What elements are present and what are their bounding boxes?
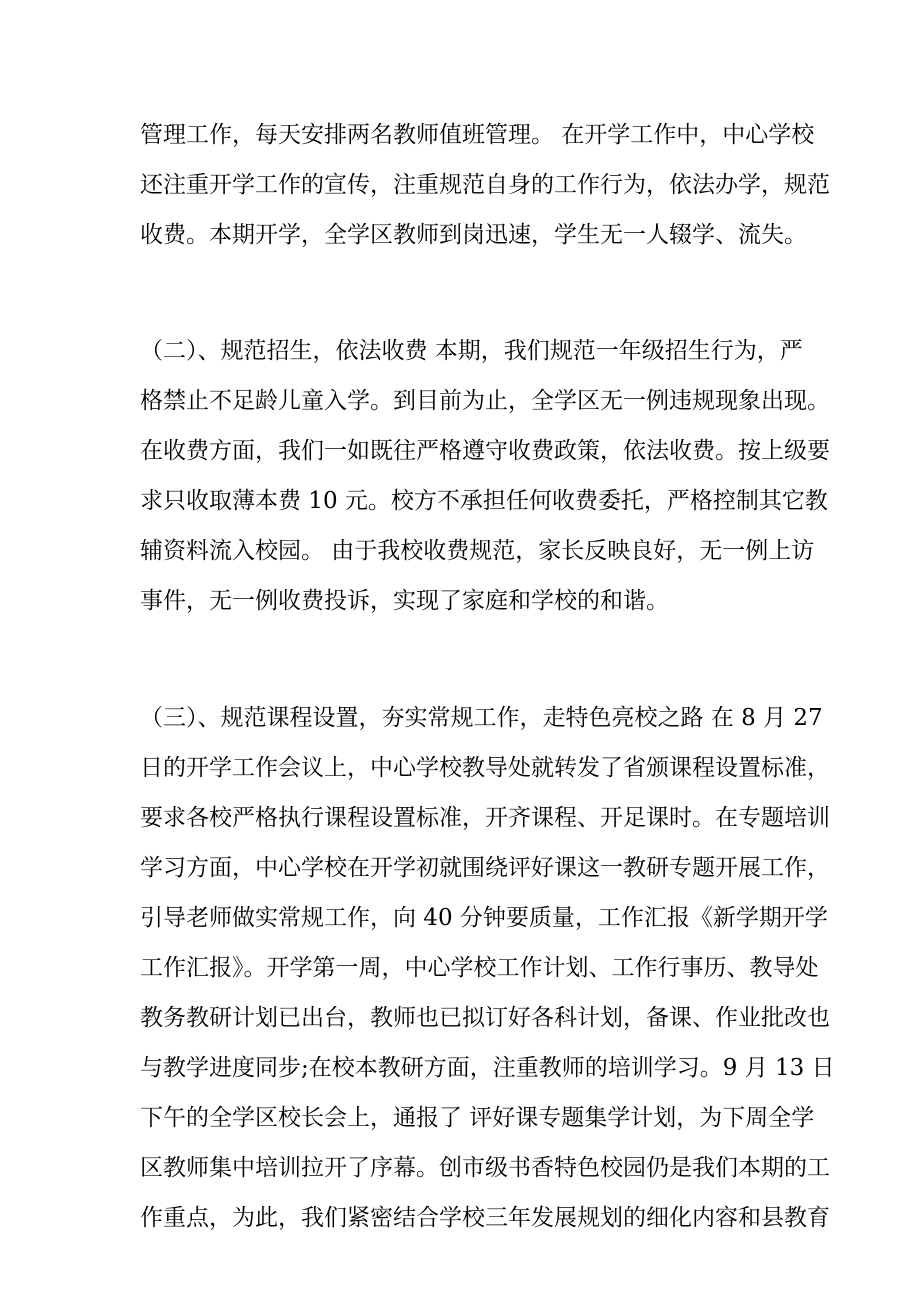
paragraph-3-line-11: 作重点，为此，我们紧密结合学校三年发展规划的细化内容和县教育: [140, 1205, 830, 1231]
paragraph-3-line-3: 要求各校严格执行课程设置标准，开齐课程、开足课时。在专题培训: [140, 805, 830, 831]
paragraph-2-line-4: 求只收取薄本费 10 元。校方不承担任何收费委托，严格控制其它教: [140, 488, 828, 514]
paragraph-2-line-3: 在收费方面，我们一如既往严格遵守收费政策，依法收费。按上级要: [140, 438, 830, 464]
paragraph-3-line-6: 工作汇报》。开学第一周，中心学校工作计划、工作行事历、教导处: [140, 955, 819, 981]
paragraph-1-line-3: 收费。本期开学，全学区教师到岗迅速，学生无一人辍学、流失。: [140, 222, 807, 248]
paragraph-3-line-9: 下午的全学区校长会上，通报了 评好课专题集学计划，为下周全学: [140, 1105, 815, 1131]
paragraph-3-line-1: （三）、规范课程设置，夯实常规工作，走特色亮校之路 在 8 月 27: [140, 705, 823, 731]
paragraph-1-line-2: 还注重开学工作的宣传，注重规范自身的工作行为，依法办学，规范: [140, 172, 830, 198]
paragraph-2-line-2: 格禁止不足龄儿童入学。到目前为止，全学区无一例违规现象出现。: [140, 388, 830, 414]
paragraph-2-line-6: 事件，无一例收费投诉，实现了家庭和学校的和谐。: [140, 588, 669, 614]
paragraph-3-line-4: 学习方面，中心学校在开学初就围绕评好课这一教研专题开展工作，: [140, 855, 830, 881]
paragraph-3-line-5: 引导老师做实常规工作，向 40 分钟要质量，工作汇报《新学期开学: [140, 905, 828, 931]
paragraph-3-line-2: 日的开学工作会议上，中心学校教导处就转发了省颁课程设置标准，: [140, 755, 830, 781]
paragraph-3-line-10: 区教师集中培训拉开了序幕。创市级书香特色校园仍是我们本期的工: [140, 1155, 830, 1181]
paragraph-2-line-1: （二）、规范招生，依法收费 本期，我们规范一年级招生行为，严: [140, 338, 803, 364]
paragraph-3-line-7: 教务教研计划已出台，教师也已拟订好各科计划，备课、作业批改也: [140, 1005, 830, 1031]
paragraph-1-line-1: 管理工作，每天安排两名教师值班管理。 在开学工作中，中心学校: [140, 122, 815, 148]
paragraph-2-line-5: 辅资料流入校园。 由于我校收费规范，家长反映良好，无一例上访: [140, 538, 815, 564]
paragraph-3-line-8: 与教学进度同步;在校本教研方面，注重教师的培训学习。9 月 13 日: [140, 1055, 835, 1081]
